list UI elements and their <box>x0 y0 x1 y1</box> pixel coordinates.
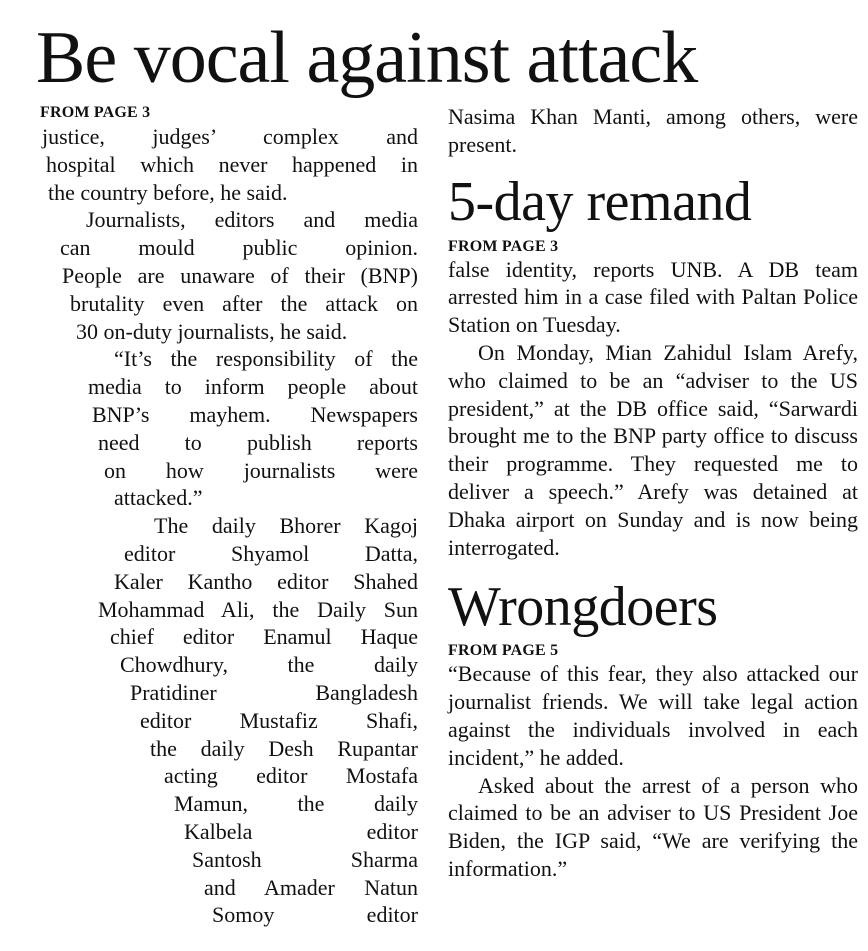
text-line: hospital which never happened in <box>46 151 418 177</box>
text-line: Chowdhury, the daily <box>120 652 418 678</box>
text-line: the daily Desh Rupantar <box>150 735 418 761</box>
remand-from-page: FROM PAGE 3 <box>448 237 559 255</box>
text-line: justice, judges’ complex and <box>42 124 418 149</box>
text-line: Journalists, editors and media <box>86 207 418 233</box>
text-line: Kaler Kantho editor Shahed <box>114 568 418 594</box>
paragraph: false identity, reports UNB. A DB team arrested him in a case filed with Paltan Police Station on Tuesday. <box>448 256 858 338</box>
text-line: chief editor Enamul Haque <box>110 624 418 650</box>
text-line: Santosh Sharma <box>192 846 418 872</box>
text-line: and Amader Natun <box>204 874 418 900</box>
wrongdoers-from-page: FROM PAGE 5 <box>448 642 559 660</box>
text-line: attacked.” <box>114 485 203 511</box>
text-line: Somoy editor <box>212 902 418 928</box>
text-line: acting editor Mostafa <box>164 763 418 789</box>
text-line: 30 on-duty journalists, he said. <box>76 318 348 344</box>
wrongdoers-story-body <box>448 660 858 882</box>
main-story-column <box>40 104 420 929</box>
text-line: on how journalists were <box>104 457 418 483</box>
main-story-continuation: Nasima Khan Manti, among others, were present. <box>448 104 858 157</box>
text-line: the country before, he said. <box>48 179 288 205</box>
text-line: can mould public opinion. <box>60 235 418 261</box>
text-line: Pratidiner Bangladesh <box>130 679 418 705</box>
remand-story-body <box>448 256 858 562</box>
text-line: The daily Bhorer Kagoj <box>154 513 418 539</box>
paragraph: On Monday, Mian Zahidul Islam Arefy, who claimed to be an “adviser to the US president,” at the DB office said, “Sarwardi brought me to the BNP party office to discuss their programme. They requested me to deliver a speech.” Arefy was detained at Dhaka airport on Sunday and is now being interrogated. <box>448 339 858 560</box>
text-line: media to inform people about <box>88 374 418 400</box>
text-line: brutality even after the attack on <box>70 290 418 316</box>
paragraph: “Because of this fear, they also attacked our journalist friends. We will take legal action against the individuals involved in each incident,” he added. <box>448 661 858 770</box>
text-line: need to publish reports <box>98 429 418 455</box>
text-line: editor Shyamol Datta, <box>124 540 418 566</box>
text-line: Mohammad Ali, the Daily Sun <box>98 596 418 622</box>
main-story-body <box>40 123 420 929</box>
main-headline: Be vocal against attack <box>36 17 698 99</box>
wrongdoers-headline: Wrongdoers <box>448 576 718 639</box>
text-line: editor Mustafiz Shafi, <box>140 707 418 733</box>
right-column <box>448 103 858 883</box>
text-line: People are unaware of their (BNP) <box>62 262 418 288</box>
paragraph: Asked about the arrest of a person who claimed to be an adviser to US President Joe Biden, the IGP said, “We are verifying the information.” <box>448 772 858 881</box>
text-line: Kalbela editor <box>184 818 418 844</box>
text-line: Mamun, the daily <box>174 791 418 817</box>
text-line: “It’s the responsibility of the <box>114 346 418 372</box>
text-line: BNP’s mayhem. Newspapers <box>92 401 418 427</box>
main-from-page: FROM PAGE 3 <box>40 104 151 121</box>
remand-headline: 5-day remand <box>448 170 752 233</box>
